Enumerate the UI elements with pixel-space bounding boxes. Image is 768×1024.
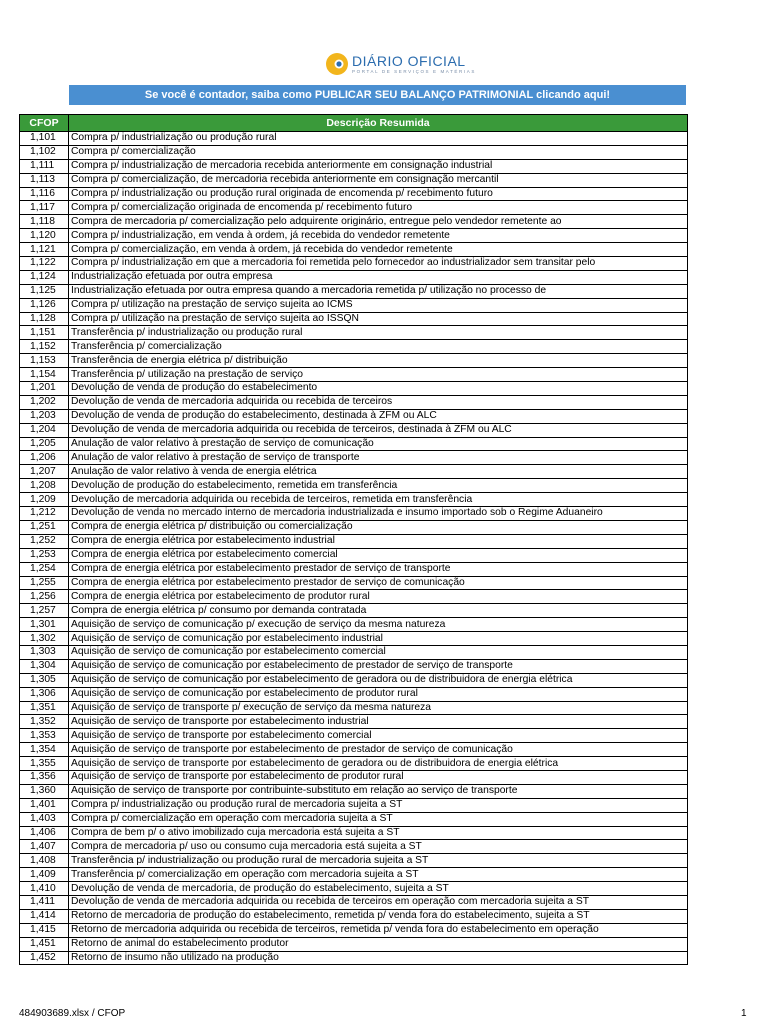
table-row [20, 729, 688, 743]
cfop-code-cell: 1,118 [20, 215, 69, 229]
logo-title: DIÁRIO OFICIAL [352, 53, 466, 69]
cfop-code-cell: 1,306 [20, 687, 69, 701]
table-row [20, 604, 688, 618]
logo-mark-icon [325, 52, 349, 76]
description-cell: Devolução de produção do estabelecimento, remetida em transferência [69, 479, 688, 493]
cfop-code-cell: 1,203 [20, 409, 69, 423]
logo-subtitle: PORTAL DE SERVIÇOS E MATÉRIAS [352, 69, 476, 74]
table-row [20, 229, 688, 243]
description-cell: Aquisição de serviço de transporte por estabelecimento de geradora ou de distribuidora de energia elétrica [69, 757, 688, 771]
table-row [20, 132, 688, 146]
table-row [20, 395, 688, 409]
footer-filename: 484903689.xlsx / CFOP [19, 1008, 126, 1019]
description-cell: Industrialização efetuada por outra empresa quando a mercadoria remetida p/ utilização no processo de [69, 284, 688, 298]
description-cell: Devolução de mercadoria adquirida ou recebida de terceiros, remetida em transferência [69, 493, 688, 507]
description-cell: Compra p/ comercialização originada de encomenda p/ recebimento futuro [69, 201, 688, 215]
table-row [20, 312, 688, 326]
table-row [20, 645, 688, 659]
table-row [20, 284, 688, 298]
table-row [20, 757, 688, 771]
table-row [20, 812, 688, 826]
cfop-code-cell: 1,257 [20, 604, 69, 618]
cfop-code-cell: 1,209 [20, 493, 69, 507]
table-row [20, 187, 688, 201]
cfop-code-cell: 1,126 [20, 298, 69, 312]
description-cell: Compra p/ comercialização, em venda à ordem, já recebida do vendedor remetente [69, 243, 688, 257]
description-cell: Compra p/ industrialização de mercadoria recebida anteriormente em consignação industrial [69, 159, 688, 173]
cfop-code-cell: 1,101 [20, 132, 69, 146]
table-row [20, 465, 688, 479]
cfop-code-cell: 1,113 [20, 173, 69, 187]
cfop-code-cell: 1,204 [20, 423, 69, 437]
cfop-code-cell: 1,301 [20, 618, 69, 632]
table-row [20, 798, 688, 812]
cfop-code-cell: 1,452 [20, 951, 69, 965]
description-cell: Compra p/ comercialização em operação com mercadoria sujeita a ST [69, 812, 688, 826]
cfop-code-cell: 1,403 [20, 812, 69, 826]
table-row [20, 493, 688, 507]
description-cell: Aquisição de serviço de transporte por estabelecimento comercial [69, 729, 688, 743]
cfop-code-cell: 1,151 [20, 326, 69, 340]
cfop-code-cell: 1,152 [20, 340, 69, 354]
cfop-code-cell: 1,206 [20, 451, 69, 465]
description-cell: Compra p/ comercialização [69, 145, 688, 159]
table-row [20, 145, 688, 159]
description-cell: Transferência de energia elétrica p/ distribuição [69, 354, 688, 368]
description-cell: Transferência p/ industrialização ou produção rural de mercadoria sujeita a ST [69, 854, 688, 868]
description-cell: Compra p/ industrialização ou produção rural de mercadoria sujeita a ST [69, 798, 688, 812]
table-row [20, 840, 688, 854]
footer-page-number: 1 [741, 1008, 747, 1019]
cfop-code-cell: 1,360 [20, 784, 69, 798]
description-cell: Anulação de valor relativo à prestação de serviço de comunicação [69, 437, 688, 451]
cfop-code-cell: 1,451 [20, 937, 69, 951]
table-row [20, 326, 688, 340]
cfop-code-cell: 1,255 [20, 576, 69, 590]
description-cell: Retorno de insumo não utilizado na produção [69, 951, 688, 965]
cfop-code-cell: 1,406 [20, 826, 69, 840]
description-cell: Compra de energia elétrica p/ distribuição ou comercialização [69, 520, 688, 534]
table-row [20, 937, 688, 951]
table-row [20, 201, 688, 215]
cfop-code-cell: 1,122 [20, 257, 69, 271]
description-cell: Aquisição de serviço de comunicação por estabelecimento industrial [69, 632, 688, 646]
cfop-code-cell: 1,111 [20, 159, 69, 173]
table-row [20, 868, 688, 882]
table-row [20, 423, 688, 437]
table-row [20, 715, 688, 729]
description-cell: Aquisição de serviço de transporte p/ execução de serviço da mesma natureza [69, 701, 688, 715]
table-row [20, 576, 688, 590]
description-cell: Aquisição de serviço de transporte por estabelecimento de produtor rural [69, 770, 688, 784]
table-row [20, 923, 688, 937]
table-row [20, 770, 688, 784]
description-cell: Transferência p/ comercialização [69, 340, 688, 354]
table-row [20, 215, 688, 229]
table-row [20, 437, 688, 451]
table-row [20, 534, 688, 548]
table-row [20, 159, 688, 173]
cfop-code-cell: 1,414 [20, 909, 69, 923]
publish-balance-banner[interactable]: Se você é contador, saiba como PUBLICAR SEU BALANÇO PATRIMONIAL clicando aqui! [69, 85, 686, 105]
description-cell: Compra p/ industrialização, em venda à ordem, já recebida do vendedor remetente [69, 229, 688, 243]
description-cell: Compra p/ utilização na prestação de serviço sujeita ao ISSQN [69, 312, 688, 326]
cfop-code-cell: 1,124 [20, 270, 69, 284]
description-cell: Compra de energia elétrica por estabelecimento prestador de serviço de transporte [69, 562, 688, 576]
cfop-code-cell: 1,121 [20, 243, 69, 257]
column-header-cfop: CFOP [20, 115, 69, 132]
table-row [20, 854, 688, 868]
cfop-code-cell: 1,125 [20, 284, 69, 298]
cfop-code-cell: 1,251 [20, 520, 69, 534]
table-row [20, 784, 688, 798]
table-row [20, 173, 688, 187]
description-cell: Compra de energia elétrica p/ consumo por demanda contratada [69, 604, 688, 618]
table-row [20, 659, 688, 673]
cfop-code-cell: 1,256 [20, 590, 69, 604]
table-row [20, 298, 688, 312]
table-row [20, 409, 688, 423]
table-body [20, 132, 688, 965]
table-row [20, 882, 688, 896]
description-cell: Retorno de mercadoria adquirida ou recebida de terceiros, remetida p/ venda fora do estabelecimento em operação [69, 923, 688, 937]
description-cell: Compra de energia elétrica por estabelecimento comercial [69, 548, 688, 562]
cfop-code-cell: 1,208 [20, 479, 69, 493]
cfop-code-cell: 1,407 [20, 840, 69, 854]
description-cell: Devolução de venda de mercadoria adquirida ou recebida de terceiros [69, 395, 688, 409]
description-cell: Compra de energia elétrica por estabelecimento industrial [69, 534, 688, 548]
cfop-code-cell: 1,415 [20, 923, 69, 937]
cfop-code-cell: 1,355 [20, 757, 69, 771]
column-header-description: Descrição Resumida [69, 115, 688, 132]
description-cell: Compra p/ industrialização em que a mercadoria foi remetida pelo fornecedor ao industrializador sem transitar pelo [69, 257, 688, 271]
cfop-code-cell: 1,353 [20, 729, 69, 743]
cfop-code-cell: 1,304 [20, 659, 69, 673]
table-row [20, 673, 688, 687]
description-cell: Compra p/ industrialização ou produção rural originada de encomenda p/ recebimento futuro [69, 187, 688, 201]
table-row [20, 257, 688, 271]
cfop-code-cell: 1,201 [20, 382, 69, 396]
description-cell: Devolução de venda de mercadoria adquirida ou recebida de terceiros, destinada à ZFM ou ALC [69, 423, 688, 437]
cfop-code-cell: 1,120 [20, 229, 69, 243]
diario-oficial-logo[interactable] [325, 52, 476, 76]
description-cell: Transferência p/ utilização na prestação de serviço [69, 368, 688, 382]
description-cell: Industrialização efetuada por outra empresa [69, 270, 688, 284]
table-row [20, 520, 688, 534]
description-cell: Aquisição de serviço de transporte por estabelecimento de prestador de serviço de comunicação [69, 743, 688, 757]
description-cell: Retorno de animal do estabelecimento produtor [69, 937, 688, 951]
cfop-code-cell: 1,128 [20, 312, 69, 326]
description-cell: Anulação de valor relativo à venda de energia elétrica [69, 465, 688, 479]
description-cell: Devolução de venda de produção do estabelecimento, destinada à ZFM ou ALC [69, 409, 688, 423]
table-row [20, 368, 688, 382]
cfop-code-cell: 1,410 [20, 882, 69, 896]
table-row [20, 382, 688, 396]
table-header-row [20, 115, 688, 132]
cfop-code-cell: 1,253 [20, 548, 69, 562]
cfop-code-cell: 1,207 [20, 465, 69, 479]
description-cell: Transferência p/ industrialização ou produção rural [69, 326, 688, 340]
description-cell: Retorno de mercadoria de produção do estabelecimento, remetida p/ venda fora do estabelecimento, sujeita a ST [69, 909, 688, 923]
description-cell: Aquisição de serviço de comunicação por estabelecimento comercial [69, 645, 688, 659]
description-cell: Compra de mercadoria p/ comercialização pelo adquirente originário, entregue pelo vendedor remetente ao [69, 215, 688, 229]
cfop-code-cell: 1,117 [20, 201, 69, 215]
cfop-code-cell: 1,354 [20, 743, 69, 757]
table-row [20, 687, 688, 701]
cfop-code-cell: 1,116 [20, 187, 69, 201]
cfop-code-cell: 1,302 [20, 632, 69, 646]
table-row [20, 701, 688, 715]
table-row [20, 826, 688, 840]
table-row [20, 340, 688, 354]
cfop-code-cell: 1,154 [20, 368, 69, 382]
description-cell: Devolução de venda no mercado interno de mercadoria industrializada e insumo importado sob o Regime Aduaneiro [69, 507, 688, 521]
table-row [20, 618, 688, 632]
description-cell: Aquisição de serviço de comunicação por estabelecimento de geradora ou de distribuidora de energia elétrica [69, 673, 688, 687]
description-cell: Compra p/ industrialização ou produção rural [69, 132, 688, 146]
cfop-code-cell: 1,305 [20, 673, 69, 687]
description-cell: Aquisição de serviço de transporte por contribuinte-substituto em relação ao serviço de transporte [69, 784, 688, 798]
description-cell: Aquisição de serviço de transporte por estabelecimento industrial [69, 715, 688, 729]
table-row [20, 590, 688, 604]
cfop-code-cell: 1,254 [20, 562, 69, 576]
cfop-code-cell: 1,351 [20, 701, 69, 715]
cfop-code-cell: 1,153 [20, 354, 69, 368]
table-row [20, 354, 688, 368]
cfop-code-cell: 1,212 [20, 507, 69, 521]
cfop-code-cell: 1,252 [20, 534, 69, 548]
table-row [20, 562, 688, 576]
description-cell: Aquisição de serviço de comunicação por estabelecimento de prestador de serviço de transporte [69, 659, 688, 673]
description-cell: Compra de energia elétrica por estabelecimento de produtor rural [69, 590, 688, 604]
table-row [20, 743, 688, 757]
table-row [20, 479, 688, 493]
cfop-code-cell: 1,202 [20, 395, 69, 409]
description-cell: Compra p/ utilização na prestação de serviço sujeita ao ICMS [69, 298, 688, 312]
cfop-code-cell: 1,411 [20, 895, 69, 909]
table-row [20, 548, 688, 562]
cfop-code-cell: 1,401 [20, 798, 69, 812]
cfop-code-cell: 1,408 [20, 854, 69, 868]
cfop-code-cell: 1,409 [20, 868, 69, 882]
description-cell: Devolução de venda de produção do estabelecimento [69, 382, 688, 396]
description-cell: Compra de mercadoria p/ uso ou consumo cuja mercadoria está sujeita a ST [69, 840, 688, 854]
cfop-code-cell: 1,205 [20, 437, 69, 451]
description-cell: Anulação de valor relativo à prestação de serviço de transporte [69, 451, 688, 465]
table-row [20, 451, 688, 465]
description-cell: Aquisição de serviço de comunicação por estabelecimento de produtor rural [69, 687, 688, 701]
cfop-code-cell: 1,352 [20, 715, 69, 729]
description-cell: Compra de bem p/ o ativo imobilizado cuja mercadoria está sujeita a ST [69, 826, 688, 840]
description-cell: Transferência p/ comercialização em operação com mercadoria sujeita a ST [69, 868, 688, 882]
table-row [20, 909, 688, 923]
cfop-code-cell: 1,356 [20, 770, 69, 784]
description-cell: Compra p/ comercialização, de mercadoria recebida anteriormente em consignação mercantil [69, 173, 688, 187]
cfop-table [19, 114, 688, 965]
description-cell: Compra de energia elétrica por estabelecimento prestador de serviço de comunicação [69, 576, 688, 590]
table-row [20, 895, 688, 909]
table-row [20, 243, 688, 257]
table-row [20, 632, 688, 646]
cfop-code-cell: 1,102 [20, 145, 69, 159]
description-cell: Devolução de venda de mercadoria adquirida ou recebida de terceiros em operação com mercadoria sujeita a ST [69, 895, 688, 909]
table-row [20, 507, 688, 521]
table-row [20, 951, 688, 965]
description-cell: Aquisição de serviço de comunicação p/ execução de serviço da mesma natureza [69, 618, 688, 632]
cfop-code-cell: 1,303 [20, 645, 69, 659]
table-row [20, 270, 688, 284]
description-cell: Devolução de venda de mercadoria, de produção do estabelecimento, sujeita a ST [69, 882, 688, 896]
